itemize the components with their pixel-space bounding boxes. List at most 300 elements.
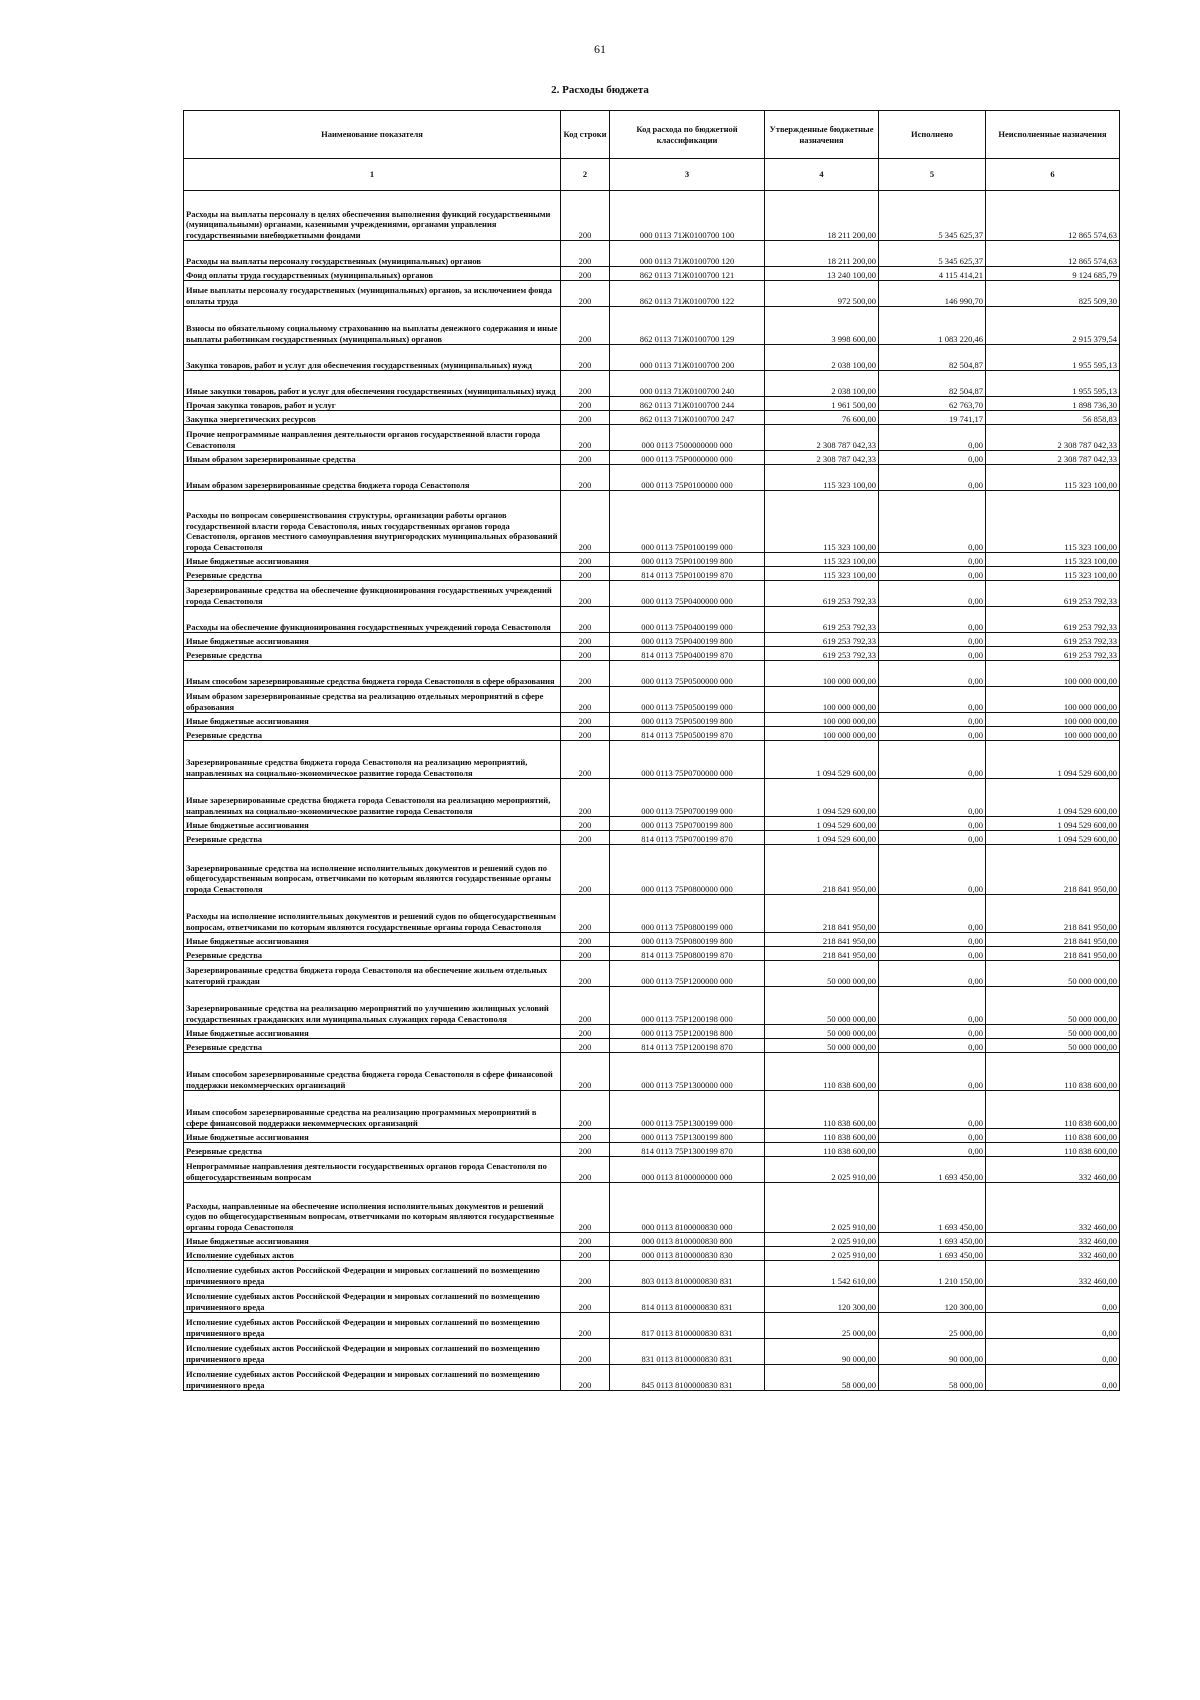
row-approved-cell: 2 025 910,00 [765,1183,879,1233]
row-name-cell: Закупка товаров, работ и услуг для обеспечения государственных (муниципальных) нужд [184,345,561,371]
row-unexecuted-cell: 12 865 574,63 [986,241,1120,267]
row-kbk-cell: 814 0113 75Р0100199 870 [610,567,765,581]
row-kbk-cell: 817 0113 8100000830 831 [610,1313,765,1339]
row-unexecuted-cell: 218 841 950,00 [986,933,1120,947]
row-unexecuted-cell: 0,00 [986,1365,1120,1391]
row-approved-cell: 3 998 600,00 [765,307,879,345]
table-row [184,647,1120,661]
row-name-cell: Иные закупки товаров, работ и услуг для обеспечения государственных (муниципальных) нужд [184,371,561,397]
row-code-cell: 200 [561,1025,610,1039]
table-row [184,607,1120,633]
table-row [184,895,1120,933]
row-unexecuted-cell: 9 124 685,79 [986,267,1120,281]
row-executed-cell: 4 115 414,21 [879,267,986,281]
row-kbk-cell: 000 0113 8100000000 000 [610,1157,765,1183]
row-approved-cell: 218 841 950,00 [765,933,879,947]
row-unexecuted-cell: 50 000 000,00 [986,961,1120,987]
table-row [184,491,1120,553]
row-name-cell: Иные выплаты персоналу государственных (муниципальных) органов, за исключением фонда оплаты труда [184,281,561,307]
row-approved-cell: 110 838 600,00 [765,1129,879,1143]
table-row [184,553,1120,567]
row-executed-cell: 19 741,17 [879,411,986,425]
table-row [184,267,1120,281]
row-name-cell: Исполнение судебных актов Российской Федерации и мировых соглашений по возмещению причиненного вреда [184,1261,561,1287]
row-name-cell: Расходы на обеспечение функционирования государственных учреждений города Севастополя [184,607,561,633]
row-kbk-cell: 000 0113 75Р0800199 000 [610,895,765,933]
header-code: Код строки [561,111,610,159]
row-executed-cell: 0,00 [879,465,986,491]
table-row [184,817,1120,831]
row-kbk-cell: 000 0113 75Р1300199 000 [610,1091,765,1129]
row-name-cell: Иным способом зарезервированные средства на реализацию программных мероприятий в сфере финансовой поддержки некоммерческих организаций [184,1091,561,1129]
row-unexecuted-cell: 218 841 950,00 [986,845,1120,895]
row-name-cell: Исполнение судебных актов [184,1247,561,1261]
row-unexecuted-cell: 2 915 379,54 [986,307,1120,345]
row-kbk-cell: 000 0113 75Р0500199 800 [610,713,765,727]
row-code-cell: 200 [561,1143,610,1157]
row-approved-cell: 110 838 600,00 [765,1143,879,1157]
table-row [184,191,1120,241]
table-row [184,633,1120,647]
row-kbk-cell: 000 0113 8100000830 830 [610,1247,765,1261]
row-executed-cell: 0,00 [879,451,986,465]
column-number: 2 [561,159,610,191]
table-row [184,307,1120,345]
row-kbk-cell: 000 0113 75Р0100199 800 [610,553,765,567]
row-code-cell: 200 [561,281,610,307]
row-code-cell: 200 [561,267,610,281]
row-executed-cell: 0,00 [879,895,986,933]
row-approved-cell: 2 025 910,00 [765,1233,879,1247]
row-executed-cell: 0,00 [879,491,986,553]
row-unexecuted-cell: 2 308 787 042,33 [986,425,1120,451]
row-kbk-cell: 000 0113 8100000830 000 [610,1183,765,1233]
row-executed-cell: 0,00 [879,607,986,633]
row-approved-cell: 1 094 529 600,00 [765,779,879,817]
row-executed-cell: 5 345 625,37 [879,191,986,241]
row-executed-cell: 82 504,87 [879,371,986,397]
row-code-cell: 200 [561,1313,610,1339]
table-row [184,1143,1120,1157]
row-executed-cell: 0,00 [879,1025,986,1039]
row-kbk-cell: 000 0113 75Р0000000 000 [610,451,765,465]
row-code-cell: 200 [561,451,610,465]
row-approved-cell: 50 000 000,00 [765,1039,879,1053]
column-number: 4 [765,159,879,191]
row-kbk-cell: 862 0113 71Ж0100700 247 [610,411,765,425]
header-approved: Утвержденные бюджетные назначения [765,111,879,159]
row-code-cell: 200 [561,845,610,895]
row-name-cell: Иные бюджетные ассигнования [184,633,561,647]
row-approved-cell: 1 094 529 600,00 [765,831,879,845]
row-executed-cell: 58 000,00 [879,1365,986,1391]
table-row [184,581,1120,607]
table-row [184,1091,1120,1129]
row-unexecuted-cell: 332 460,00 [986,1261,1120,1287]
row-executed-cell: 1 693 450,00 [879,1233,986,1247]
table-row [184,411,1120,425]
row-kbk-cell: 814 0113 75Р0500199 870 [610,727,765,741]
row-kbk-cell: 862 0113 71Ж0100700 121 [610,267,765,281]
row-executed-cell: 0,00 [879,647,986,661]
row-name-cell: Иным образом зарезервированные средства на реализацию отдельных мероприятий в сфере образования [184,687,561,713]
row-unexecuted-cell: 1 094 529 600,00 [986,817,1120,831]
row-kbk-cell: 000 0113 75Р0100000 000 [610,465,765,491]
row-unexecuted-cell: 50 000 000,00 [986,1025,1120,1039]
row-approved-cell: 115 323 100,00 [765,491,879,553]
row-kbk-cell: 814 0113 75Р0800199 870 [610,947,765,961]
row-kbk-cell: 000 0113 75Р0500000 000 [610,661,765,687]
row-approved-cell: 972 500,00 [765,281,879,307]
row-approved-cell: 1 961 500,00 [765,397,879,411]
row-executed-cell: 0,00 [879,553,986,567]
row-code-cell: 200 [561,1261,610,1287]
row-unexecuted-cell: 0,00 [986,1313,1120,1339]
row-name-cell: Зарезервированные средства на реализацию мероприятий по улучшению жилищных условий государственных гражданских или муниципальных служащих города Севастополя [184,987,561,1025]
row-kbk-cell: 000 0113 75Р1200000 000 [610,961,765,987]
row-approved-cell: 1 094 529 600,00 [765,817,879,831]
header-name: Наименование показателя [184,111,561,159]
row-kbk-cell: 000 0113 71Ж0100700 100 [610,191,765,241]
row-approved-cell: 100 000 000,00 [765,727,879,741]
row-kbk-cell: 000 0113 75Р0700000 000 [610,741,765,779]
row-executed-cell: 25 000,00 [879,1313,986,1339]
row-unexecuted-cell: 2 308 787 042,33 [986,451,1120,465]
row-approved-cell: 58 000,00 [765,1365,879,1391]
row-unexecuted-cell: 12 865 574,63 [986,191,1120,241]
row-code-cell: 200 [561,411,610,425]
row-name-cell: Иные бюджетные ассигнования [184,933,561,947]
column-number: 3 [610,159,765,191]
row-approved-cell: 218 841 950,00 [765,895,879,933]
row-name-cell: Резервные средства [184,1143,561,1157]
row-approved-cell: 100 000 000,00 [765,713,879,727]
row-executed-cell: 0,00 [879,661,986,687]
table-row [184,661,1120,687]
table-row [184,687,1120,713]
row-name-cell: Иным способом зарезервированные средства бюджета города Севастополя в сфере образования [184,661,561,687]
table-row [184,241,1120,267]
row-code-cell: 200 [561,633,610,647]
row-code-cell: 200 [561,607,610,633]
row-approved-cell: 100 000 000,00 [765,661,879,687]
row-kbk-cell: 000 0113 75Р0700199 000 [610,779,765,817]
row-executed-cell: 0,00 [879,1039,986,1053]
table-row [184,987,1120,1025]
table-row [184,727,1120,741]
row-code-cell: 200 [561,947,610,961]
row-unexecuted-cell: 50 000 000,00 [986,1039,1120,1053]
row-code-cell: 200 [561,491,610,553]
row-kbk-cell: 814 0113 75Р0700199 870 [610,831,765,845]
row-approved-cell: 2 038 100,00 [765,371,879,397]
row-executed-cell: 120 300,00 [879,1287,986,1313]
table-row [184,1129,1120,1143]
table-row [184,1039,1120,1053]
row-name-cell: Закупка энергетических ресурсов [184,411,561,425]
row-kbk-cell: 000 0113 75Р0500199 000 [610,687,765,713]
row-unexecuted-cell: 115 323 100,00 [986,491,1120,553]
row-code-cell: 200 [561,397,610,411]
row-unexecuted-cell: 115 323 100,00 [986,567,1120,581]
row-unexecuted-cell: 100 000 000,00 [986,713,1120,727]
row-approved-cell: 50 000 000,00 [765,961,879,987]
row-executed-cell: 1 083 220,46 [879,307,986,345]
row-kbk-cell: 000 0113 8100000830 800 [610,1233,765,1247]
row-code-cell: 200 [561,581,610,607]
row-kbk-cell: 000 0113 71Ж0100700 200 [610,345,765,371]
row-code-cell: 200 [561,1039,610,1053]
row-unexecuted-cell: 110 838 600,00 [986,1091,1120,1129]
row-kbk-cell: 000 0113 75Р1200198 800 [610,1025,765,1039]
column-number: 5 [879,159,986,191]
row-unexecuted-cell: 110 838 600,00 [986,1143,1120,1157]
row-unexecuted-cell: 110 838 600,00 [986,1053,1120,1091]
row-unexecuted-cell: 1 094 529 600,00 [986,779,1120,817]
section-title: 2. Расходы бюджета [551,84,649,96]
row-code-cell: 200 [561,661,610,687]
column-number: 6 [986,159,1120,191]
row-name-cell: Непрограммные направления деятельности государственных органов города Севастополя по общегосударственным вопросам [184,1157,561,1183]
row-approved-cell: 619 253 792,33 [765,607,879,633]
row-name-cell: Иным способом зарезервированные средства бюджета города Севастополя в сфере финансовой поддержки некоммерческих организаций [184,1053,561,1091]
table-row [184,465,1120,491]
row-kbk-cell: 862 0113 71Ж0100700 244 [610,397,765,411]
row-code-cell: 200 [561,1129,610,1143]
header-kbk: Код расхода по бюджетной классификации [610,111,765,159]
row-approved-cell: 1 094 529 600,00 [765,741,879,779]
table-row [184,933,1120,947]
row-code-cell: 200 [561,987,610,1025]
table-row [184,779,1120,817]
row-unexecuted-cell: 1 955 595,13 [986,345,1120,371]
row-executed-cell: 0,00 [879,687,986,713]
row-executed-cell: 0,00 [879,581,986,607]
row-executed-cell: 0,00 [879,817,986,831]
row-name-cell: Расходы на выплаты персоналу государственных (муниципальных) органов [184,241,561,267]
row-unexecuted-cell: 56 858,83 [986,411,1120,425]
row-name-cell: Прочие непрограммные направления деятельности органов государственной власти города Севастополя [184,425,561,451]
row-name-cell: Резервные средства [184,947,561,961]
row-code-cell: 200 [561,465,610,491]
row-executed-cell: 0,00 [879,961,986,987]
row-approved-cell: 619 253 792,33 [765,581,879,607]
row-name-cell: Резервные средства [184,1039,561,1053]
row-unexecuted-cell: 0,00 [986,1339,1120,1365]
row-code-cell: 200 [561,371,610,397]
row-kbk-cell: 000 0113 75Р0400199 000 [610,607,765,633]
row-code-cell: 200 [561,817,610,831]
row-code-cell: 200 [561,1053,610,1091]
row-executed-cell: 1 693 450,00 [879,1247,986,1261]
row-kbk-cell: 000 0113 75Р1200198 000 [610,987,765,1025]
row-unexecuted-cell: 115 323 100,00 [986,553,1120,567]
row-approved-cell: 50 000 000,00 [765,987,879,1025]
table-row [184,1053,1120,1091]
row-executed-cell: 0,00 [879,831,986,845]
row-executed-cell: 0,00 [879,1091,986,1129]
row-kbk-cell: 814 0113 75Р1300199 870 [610,1143,765,1157]
row-code-cell: 200 [561,727,610,741]
row-code-cell: 200 [561,553,610,567]
row-unexecuted-cell: 1 094 529 600,00 [986,741,1120,779]
row-unexecuted-cell: 100 000 000,00 [986,727,1120,741]
row-name-cell: Зарезервированные средства бюджета города Севастополя на обеспечение жильем отдельных категорий граждан [184,961,561,987]
table-row [184,451,1120,465]
row-executed-cell: 0,00 [879,845,986,895]
row-approved-cell: 13 240 100,00 [765,267,879,281]
row-kbk-cell: 831 0113 8100000830 831 [610,1339,765,1365]
row-executed-cell: 0,00 [879,727,986,741]
row-name-cell: Расходы по вопросам совершенствования структуры, организации работы органов государственной власти города Севастополя, иных государственных органов города Севастополя, органов местного самоуправления внутригородских муниципальных образований города Севастополя [184,491,561,553]
row-name-cell: Резервные средства [184,647,561,661]
row-unexecuted-cell: 619 253 792,33 [986,581,1120,607]
row-name-cell: Иные бюджетные ассигнования [184,817,561,831]
row-code-cell: 200 [561,1091,610,1129]
row-code-cell: 200 [561,933,610,947]
row-name-cell: Исполнение судебных актов Российской Федерации и мировых соглашений по возмещению причиненного вреда [184,1365,561,1391]
row-executed-cell: 0,00 [879,1053,986,1091]
row-kbk-cell: 000 0113 75Р0800199 800 [610,933,765,947]
row-code-cell: 200 [561,1233,610,1247]
row-unexecuted-cell: 100 000 000,00 [986,661,1120,687]
row-unexecuted-cell: 50 000 000,00 [986,987,1120,1025]
header-executed: Исполнено [879,111,986,159]
row-code-cell: 200 [561,425,610,451]
row-name-cell: Иные бюджетные ассигнования [184,713,561,727]
expenditure-table [183,110,1120,1391]
row-name-cell: Зарезервированные средства на обеспечение функционирования государственных учреждений города Севастополя [184,581,561,607]
row-code-cell: 200 [561,307,610,345]
row-kbk-cell: 862 0113 71Ж0100700 122 [610,281,765,307]
header-unexecuted: Неисполненные назначения [986,111,1120,159]
row-kbk-cell: 814 0113 75Р0400199 870 [610,647,765,661]
row-code-cell: 200 [561,241,610,267]
row-kbk-cell: 000 0113 75Р0400000 000 [610,581,765,607]
row-executed-cell: 0,00 [879,1129,986,1143]
row-kbk-cell: 000 0113 75Р0800000 000 [610,845,765,895]
row-name-cell: Расходы на исполнение исполнительных документов и решений судов по общегосударственным вопросам, ответчиками по которым являются государственные органы города Севастополя [184,895,561,933]
table-row [184,1025,1120,1039]
row-unexecuted-cell: 0,00 [986,1287,1120,1313]
row-code-cell: 200 [561,1287,610,1313]
row-name-cell: Зарезервированные средства на исполнение исполнительных документов и решений судов по общегосударственным вопросам, ответчиками по которым являются государственные органы города Севастополя [184,845,561,895]
row-unexecuted-cell: 332 460,00 [986,1157,1120,1183]
row-name-cell: Резервные средства [184,831,561,845]
page-number: 61 [594,42,606,56]
row-approved-cell: 18 211 200,00 [765,191,879,241]
table-row [184,845,1120,895]
row-unexecuted-cell: 619 253 792,33 [986,607,1120,633]
row-approved-cell: 25 000,00 [765,1313,879,1339]
row-kbk-cell: 814 0113 8100000830 831 [610,1287,765,1313]
row-executed-cell: 0,00 [879,713,986,727]
row-kbk-cell: 862 0113 71Ж0100700 129 [610,307,765,345]
row-executed-cell: 90 000,00 [879,1339,986,1365]
row-code-cell: 200 [561,1365,610,1391]
row-executed-cell: 1 210 150,00 [879,1261,986,1287]
row-kbk-cell: 000 0113 71Ж0100700 240 [610,371,765,397]
column-number-row [184,159,1120,191]
row-executed-cell: 0,00 [879,741,986,779]
table-body [184,191,1120,1391]
row-unexecuted-cell: 332 460,00 [986,1183,1120,1233]
row-approved-cell: 18 211 200,00 [765,241,879,267]
row-kbk-cell: 000 0113 75Р0400199 800 [610,633,765,647]
row-unexecuted-cell: 332 460,00 [986,1247,1120,1261]
row-kbk-cell: 000 0113 7500000000 000 [610,425,765,451]
table-row [184,281,1120,307]
row-approved-cell: 120 300,00 [765,1287,879,1313]
table-row [184,1261,1120,1287]
row-name-cell: Фонд оплаты труда государственных (муниципальных) органов [184,267,561,281]
row-code-cell: 200 [561,1247,610,1261]
row-unexecuted-cell: 100 000 000,00 [986,687,1120,713]
row-approved-cell: 110 838 600,00 [765,1053,879,1091]
row-code-cell: 200 [561,1157,610,1183]
row-approved-cell: 2 025 910,00 [765,1247,879,1261]
row-unexecuted-cell: 619 253 792,33 [986,633,1120,647]
row-code-cell: 200 [561,647,610,661]
row-name-cell: Расходы, направленные на обеспечение исполнения исполнительных документов и решений судов по общегосударственным вопросам, ответчиками по которым являются государственные органы города Севастополя [184,1183,561,1233]
row-kbk-cell: 000 0113 71Ж0100700 120 [610,241,765,267]
table-row [184,567,1120,581]
row-code-cell: 200 [561,741,610,779]
row-unexecuted-cell: 1 898 736,30 [986,397,1120,411]
row-name-cell: Исполнение судебных актов Российской Федерации и мировых соглашений по возмещению причиненного вреда [184,1287,561,1313]
row-name-cell: Иные бюджетные ассигнования [184,1233,561,1247]
row-name-cell: Взносы по обязательному социальному страхованию на выплаты денежного содержания и иные выплаты работникам государственных (муниципальных) органов [184,307,561,345]
row-unexecuted-cell: 825 509,30 [986,281,1120,307]
row-approved-cell: 2 025 910,00 [765,1157,879,1183]
row-executed-cell: 1 693 450,00 [879,1157,986,1183]
row-kbk-cell: 803 0113 8100000830 831 [610,1261,765,1287]
row-code-cell: 200 [561,345,610,371]
row-name-cell: Иные бюджетные ассигнования [184,1025,561,1039]
row-unexecuted-cell: 115 323 100,00 [986,465,1120,491]
table-header-row [184,111,1120,159]
row-approved-cell: 90 000,00 [765,1339,879,1365]
table-row [184,1233,1120,1247]
column-number: 1 [184,159,561,191]
table-row [184,1247,1120,1261]
row-executed-cell: 1 693 450,00 [879,1183,986,1233]
row-unexecuted-cell: 218 841 950,00 [986,947,1120,961]
row-name-cell: Иные бюджетные ассигнования [184,553,561,567]
row-kbk-cell: 000 0113 75Р1300000 000 [610,1053,765,1091]
row-name-cell: Иные зарезервированные средства бюджета города Севастополя на реализацию мероприятий, направленных на социально-экономическое развитие города Севастополя [184,779,561,817]
row-executed-cell: 146 990,70 [879,281,986,307]
row-approved-cell: 619 253 792,33 [765,647,879,661]
row-name-cell: Зарезервированные средства бюджета города Севастополя на реализацию мероприятий, направленных на социально-экономическое развитие города Севастополя [184,741,561,779]
row-approved-cell: 76 600,00 [765,411,879,425]
table-row [184,1157,1120,1183]
row-code-cell: 200 [561,687,610,713]
row-name-cell: Исполнение судебных актов Российской Федерации и мировых соглашений по возмещению причиненного вреда [184,1339,561,1365]
table-row [184,1365,1120,1391]
row-approved-cell: 218 841 950,00 [765,845,879,895]
row-kbk-cell: 845 0113 8100000830 831 [610,1365,765,1391]
row-executed-cell: 0,00 [879,567,986,581]
table-row [184,713,1120,727]
row-unexecuted-cell: 110 838 600,00 [986,1129,1120,1143]
row-approved-cell: 50 000 000,00 [765,1025,879,1039]
row-unexecuted-cell: 218 841 950,00 [986,895,1120,933]
row-executed-cell: 0,00 [879,987,986,1025]
row-name-cell: Резервные средства [184,727,561,741]
row-executed-cell: 0,00 [879,425,986,451]
row-code-cell: 200 [561,779,610,817]
